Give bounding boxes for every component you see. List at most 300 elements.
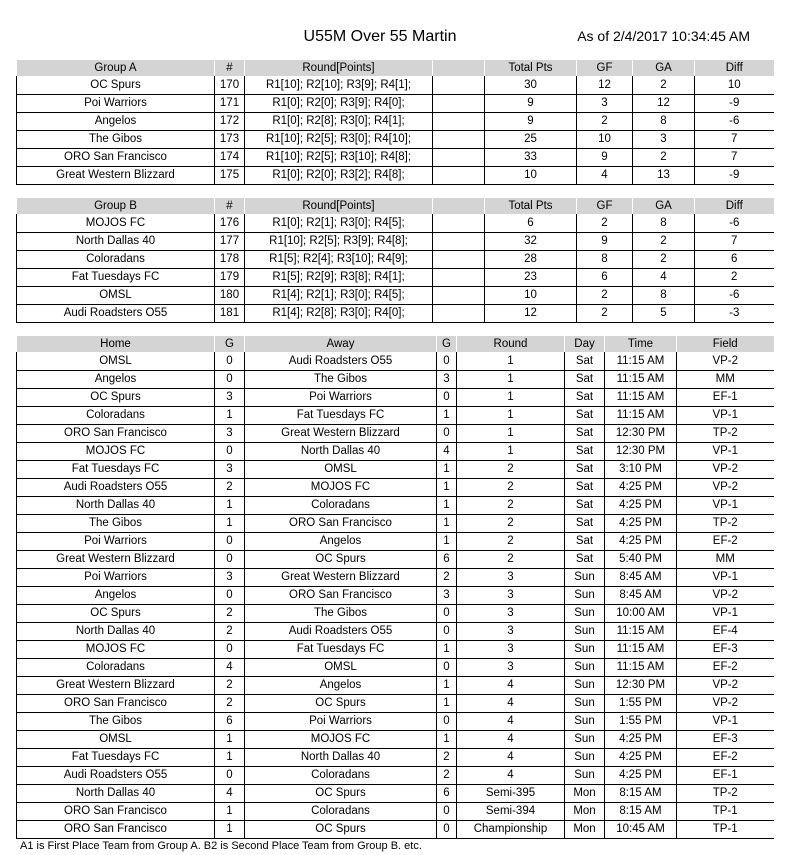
as-of-timestamp: As of 2/4/2017 10:34:45 AM: [577, 28, 750, 44]
header-row: [17, 198, 774, 214]
cell-gf: 2: [577, 304, 633, 322]
cell-time: 11:15 AM: [605, 658, 677, 676]
cell-round-points: R1[10]; R2[5]; R3[9]; R4[8];: [245, 232, 433, 250]
cell-time: 8:15 AM: [605, 784, 677, 802]
cell-spacer: [433, 214, 485, 232]
cell-day: Sat: [565, 442, 605, 460]
cell-away-goals: 6: [437, 550, 457, 568]
cell-away: Angelos: [245, 532, 437, 550]
table-row: [17, 514, 774, 532]
cell-home: North Dallas 40: [17, 784, 215, 802]
cell-home-goals: 0: [215, 442, 245, 460]
cell-field: TP-1: [677, 820, 774, 838]
cell-away-goals: 2: [437, 766, 457, 784]
cell-time: 4:25 PM: [605, 730, 677, 748]
cell-away: Coloradans: [245, 766, 437, 784]
cell-away-goals: 4: [437, 442, 457, 460]
page-title: U55M Over 55 Martin: [303, 28, 457, 45]
cell-number: 180: [215, 286, 245, 304]
column-header-home: Home: [17, 336, 215, 352]
table-row: [17, 148, 774, 166]
cell-number: 177: [215, 232, 245, 250]
cell-spacer: [433, 232, 485, 250]
cell-away: Fat Tuesdays FC: [245, 406, 437, 424]
cell-day: Sat: [565, 478, 605, 496]
cell-spacer: [433, 286, 485, 304]
cell-home-goals: 4: [215, 784, 245, 802]
cell-away-goals: 0: [437, 712, 457, 730]
cell-total-pts: 30: [485, 76, 577, 94]
table-row: [17, 166, 774, 184]
column-header-ga: GA: [633, 60, 695, 76]
table-row: [17, 586, 774, 604]
cell-gf: 9: [577, 148, 633, 166]
table-row: [17, 550, 774, 568]
cell-round: 2: [457, 460, 565, 478]
cell-number: 174: [215, 148, 245, 166]
cell-number: 176: [215, 214, 245, 232]
cell-field: VP-1: [677, 568, 774, 586]
table-row: [17, 388, 774, 406]
cell-time: 12:30 PM: [605, 442, 677, 460]
cell-away-goals: 0: [437, 352, 457, 370]
cell-round-points: R1[0]; R2[0]; R3[2]; R4[8];: [245, 166, 433, 184]
cell-round: 1: [457, 442, 565, 460]
cell-round-points: R1[5]; R2[9]; R3[8]; R4[1];: [245, 268, 433, 286]
column-header-away: Away: [245, 336, 437, 352]
cell-number: 181: [215, 304, 245, 322]
table-row: [17, 748, 774, 766]
cell-away: North Dallas 40: [245, 748, 437, 766]
cell-home: OMSL: [17, 352, 215, 370]
cell-day: Sun: [565, 766, 605, 784]
cell-number: 178: [215, 250, 245, 268]
cell-home: Angelos: [17, 370, 215, 388]
table-row: [17, 766, 774, 784]
cell-field: VP-2: [677, 352, 774, 370]
cell-away: OMSL: [245, 460, 437, 478]
cell-round-points: R1[0]; R2[0]; R3[9]; R4[0];: [245, 94, 433, 112]
table-row: [17, 304, 774, 322]
cell-total-pts: 10: [485, 166, 577, 184]
cell-away-goals: 1: [437, 676, 457, 694]
cell-total-pts: 10: [485, 286, 577, 304]
cell-team: Poi Warriors: [17, 94, 215, 112]
cell-away-goals: 1: [437, 478, 457, 496]
cell-team: OC Spurs: [17, 76, 215, 94]
table-row: [17, 802, 774, 820]
cell-home-goals: 1: [215, 514, 245, 532]
cell-field: VP-1: [677, 604, 774, 622]
cell-home: North Dallas 40: [17, 622, 215, 640]
cell-away: Coloradans: [245, 496, 437, 514]
cell-away-goals: 1: [437, 514, 457, 532]
column-header-spacer: [433, 198, 485, 214]
cell-round: 4: [457, 694, 565, 712]
column-header-total-pts: Total Pts: [485, 198, 577, 214]
cell-field: TP-2: [677, 514, 774, 532]
cell-home: MOJOS FC: [17, 442, 215, 460]
cell-home: ORO San Francisco: [17, 694, 215, 712]
cell-team: MOJOS FC: [17, 214, 215, 232]
cell-field: TP-1: [677, 802, 774, 820]
table-row: [17, 568, 774, 586]
column-header-diff: Diff: [695, 198, 774, 214]
cell-diff: 2: [695, 268, 774, 286]
table-row: [17, 214, 774, 232]
cell-away: Coloradans: [245, 802, 437, 820]
cell-home-goals: 3: [215, 388, 245, 406]
cell-home: ORO San Francisco: [17, 820, 215, 838]
cell-ga: 13: [633, 166, 695, 184]
cell-diff: -9: [695, 166, 774, 184]
column-header-diff: Diff: [695, 60, 774, 76]
cell-round-points: R1[4]; R2[8]; R3[0]; R4[0];: [245, 304, 433, 322]
table-row: [17, 694, 774, 712]
cell-round: 1: [457, 352, 565, 370]
cell-spacer: [433, 112, 485, 130]
cell-away: Fat Tuesdays FC: [245, 640, 437, 658]
cell-round: 2: [457, 478, 565, 496]
cell-round: 3: [457, 658, 565, 676]
header-row: [17, 336, 774, 352]
cell-home: Poi Warriors: [17, 532, 215, 550]
cell-time: 10:45 AM: [605, 820, 677, 838]
cell-field: VP-1: [677, 442, 774, 460]
cell-away-goals: 2: [437, 568, 457, 586]
cell-ga: 12: [633, 94, 695, 112]
column-header-number: #: [215, 198, 245, 214]
cell-round: 2: [457, 550, 565, 568]
cell-time: 11:15 AM: [605, 388, 677, 406]
cell-home-goals: 3: [215, 460, 245, 478]
cell-day: Sun: [565, 730, 605, 748]
column-header-round: Round: [457, 336, 565, 352]
table-row: [17, 286, 774, 304]
table-row: [17, 658, 774, 676]
cell-time: 4:25 PM: [605, 478, 677, 496]
cell-field: TP-2: [677, 784, 774, 802]
cell-home-goals: 0: [215, 370, 245, 388]
table-row: [17, 406, 774, 424]
cell-diff: 7: [695, 232, 774, 250]
cell-home: Audi Roadsters O55: [17, 766, 215, 784]
cell-day: Mon: [565, 802, 605, 820]
cell-day: Mon: [565, 784, 605, 802]
cell-away: MOJOS FC: [245, 730, 437, 748]
cell-field: VP-1: [677, 712, 774, 730]
table-row: [17, 730, 774, 748]
cell-field: VP-2: [677, 586, 774, 604]
cell-team: OMSL: [17, 286, 215, 304]
cell-ga: 2: [633, 250, 695, 268]
table-row: [17, 622, 774, 640]
column-header-round-points: Round[Points]: [245, 60, 433, 76]
table-row: [17, 532, 774, 550]
cell-home: The Gibos: [17, 514, 215, 532]
cell-round: 3: [457, 586, 565, 604]
cell-field: EF-4: [677, 622, 774, 640]
cell-away-goals: 1: [437, 532, 457, 550]
cell-number: 179: [215, 268, 245, 286]
cell-home-goals: 3: [215, 424, 245, 442]
cell-time: 4:25 PM: [605, 748, 677, 766]
cell-away-goals: 1: [437, 496, 457, 514]
cell-home: MOJOS FC: [17, 640, 215, 658]
cell-home-goals: 6: [215, 712, 245, 730]
cell-number: 170: [215, 76, 245, 94]
cell-team: North Dallas 40: [17, 232, 215, 250]
cell-away-goals: 1: [437, 406, 457, 424]
cell-round: 4: [457, 766, 565, 784]
cell-total-pts: 32: [485, 232, 577, 250]
cell-ga: 3: [633, 130, 695, 148]
cell-round: 2: [457, 496, 565, 514]
cell-day: Sun: [565, 586, 605, 604]
cell-round: 1: [457, 370, 565, 388]
cell-day: Sat: [565, 424, 605, 442]
cell-round: 3: [457, 622, 565, 640]
cell-time: 8:45 AM: [605, 568, 677, 586]
cell-total-pts: 28: [485, 250, 577, 268]
cell-away: The Gibos: [245, 604, 437, 622]
cell-round: 1: [457, 406, 565, 424]
cell-time: 4:25 PM: [605, 496, 677, 514]
column-header-away-goals: G: [437, 336, 457, 352]
cell-home-goals: 1: [215, 730, 245, 748]
cell-away: Audi Roadsters O55: [245, 622, 437, 640]
cell-home: The Gibos: [17, 712, 215, 730]
cell-day: Sun: [565, 640, 605, 658]
cell-day: Sat: [565, 388, 605, 406]
cell-diff: -6: [695, 112, 774, 130]
cell-away: OMSL: [245, 658, 437, 676]
cell-team: Coloradans: [17, 250, 215, 268]
cell-spacer: [433, 250, 485, 268]
cell-spacer: [433, 130, 485, 148]
cell-spacer: [433, 94, 485, 112]
cell-day: Sun: [565, 676, 605, 694]
cell-field: EF-3: [677, 730, 774, 748]
cell-round: 1: [457, 388, 565, 406]
cell-home: Poi Warriors: [17, 568, 215, 586]
cell-home: OC Spurs: [17, 388, 215, 406]
cell-total-pts: 9: [485, 94, 577, 112]
cell-home: Great Western Blizzard: [17, 550, 215, 568]
footnote: A1 is First Place Team from Group A. B2 is Second Place Team from Group B. etc.: [20, 840, 422, 852]
cell-round-points: R1[5]; R2[4]; R3[10]; R4[9];: [245, 250, 433, 268]
cell-round-points: R1[10]; R2[10]; R3[9]; R4[1];: [245, 76, 433, 94]
table-row: [17, 496, 774, 514]
cell-away-goals: 1: [437, 640, 457, 658]
cell-number: 171: [215, 94, 245, 112]
cell-round-points: R1[4]; R2[1]; R3[0]; R4[5];: [245, 286, 433, 304]
cell-team: Great Western Blizzard: [17, 166, 215, 184]
cell-time: 11:15 AM: [605, 370, 677, 388]
cell-home: Fat Tuesdays FC: [17, 460, 215, 478]
cell-day: Sun: [565, 712, 605, 730]
cell-home-goals: 2: [215, 676, 245, 694]
cell-gf: 2: [577, 112, 633, 130]
cell-team: Fat Tuesdays FC: [17, 268, 215, 286]
column-header-total-pts: Total Pts: [485, 60, 577, 76]
cell-away-goals: 0: [437, 658, 457, 676]
table-row: [17, 250, 774, 268]
table-row: [17, 352, 774, 370]
cell-away-goals: 0: [437, 604, 457, 622]
cell-round: 4: [457, 712, 565, 730]
cell-away-goals: 6: [437, 784, 457, 802]
cell-home-goals: 2: [215, 478, 245, 496]
cell-home-goals: 1: [215, 802, 245, 820]
cell-day: Sun: [565, 694, 605, 712]
column-header-gf: GF: [577, 60, 633, 76]
cell-away: OC Spurs: [245, 820, 437, 838]
cell-spacer: [433, 76, 485, 94]
cell-total-pts: 9: [485, 112, 577, 130]
cell-day: Sat: [565, 352, 605, 370]
table-row: [17, 820, 774, 838]
cell-away: OC Spurs: [245, 694, 437, 712]
cell-time: 5:40 PM: [605, 550, 677, 568]
cell-spacer: [433, 148, 485, 166]
cell-field: VP-2: [677, 478, 774, 496]
cell-round: 4: [457, 730, 565, 748]
cell-time: 8:45 AM: [605, 586, 677, 604]
cell-away-goals: 0: [437, 388, 457, 406]
cell-number: 172: [215, 112, 245, 130]
cell-field: EF-3: [677, 640, 774, 658]
cell-field: VP-1: [677, 496, 774, 514]
table-row: [17, 604, 774, 622]
cell-diff: -6: [695, 214, 774, 232]
cell-home-goals: 1: [215, 496, 245, 514]
cell-time: 4:25 PM: [605, 766, 677, 784]
cell-field: EF-1: [677, 766, 774, 784]
cell-time: 11:15 AM: [605, 406, 677, 424]
cell-day: Sun: [565, 748, 605, 766]
cell-number: 175: [215, 166, 245, 184]
cell-home-goals: 0: [215, 586, 245, 604]
cell-spacer: [433, 268, 485, 286]
cell-home-goals: 2: [215, 604, 245, 622]
cell-round: 1: [457, 424, 565, 442]
cell-home-goals: 0: [215, 550, 245, 568]
cell-away: OC Spurs: [245, 784, 437, 802]
cell-total-pts: 33: [485, 148, 577, 166]
cell-home-goals: 3: [215, 568, 245, 586]
cell-day: Sat: [565, 406, 605, 424]
cell-team: ORO San Francisco: [17, 148, 215, 166]
cell-home: OC Spurs: [17, 604, 215, 622]
cell-home: Fat Tuesdays FC: [17, 748, 215, 766]
cell-gf: 3: [577, 94, 633, 112]
cell-gf: 6: [577, 268, 633, 286]
cell-round: Semi-395: [457, 784, 565, 802]
cell-home-goals: 0: [215, 352, 245, 370]
cell-away: The Gibos: [245, 370, 437, 388]
cell-time: 8:15 AM: [605, 802, 677, 820]
cell-spacer: [433, 166, 485, 184]
cell-round: 2: [457, 514, 565, 532]
cell-field: MM: [677, 550, 774, 568]
cell-diff: 10: [695, 76, 774, 94]
table-row: [17, 232, 774, 250]
cell-away-goals: 2: [437, 748, 457, 766]
cell-field: EF-2: [677, 748, 774, 766]
column-header-day: Day: [565, 336, 605, 352]
cell-time: 12:30 PM: [605, 676, 677, 694]
cell-gf: 9: [577, 232, 633, 250]
cell-away-goals: 1: [437, 730, 457, 748]
cell-ga: 4: [633, 268, 695, 286]
cell-field: EF-1: [677, 388, 774, 406]
cell-time: 10:00 AM: [605, 604, 677, 622]
cell-ga: 8: [633, 214, 695, 232]
cell-round-points: R1[10]; R2[5]; R3[10]; R4[8];: [245, 148, 433, 166]
cell-diff: 7: [695, 130, 774, 148]
cell-away: ORO San Francisco: [245, 514, 437, 532]
cell-time: 12:30 PM: [605, 424, 677, 442]
cell-round-points: R1[0]; R2[1]; R3[0]; R4[5];: [245, 214, 433, 232]
cell-time: 3:10 PM: [605, 460, 677, 478]
cell-time: 11:15 AM: [605, 352, 677, 370]
table-row: [17, 112, 774, 130]
column-header-field: Field: [677, 336, 774, 352]
cell-round: 3: [457, 640, 565, 658]
cell-ga: 8: [633, 286, 695, 304]
cell-total-pts: 25: [485, 130, 577, 148]
cell-home: Angelos: [17, 586, 215, 604]
table-row: [17, 460, 774, 478]
table-row: [17, 712, 774, 730]
cell-home-goals: 4: [215, 658, 245, 676]
column-header-number: #: [215, 60, 245, 76]
cell-gf: 2: [577, 214, 633, 232]
cell-away-goals: 1: [437, 460, 457, 478]
table-row: [17, 94, 774, 112]
group-a-standings-table: [16, 60, 774, 185]
cell-home: Coloradans: [17, 406, 215, 424]
cell-away-goals: 0: [437, 424, 457, 442]
cell-time: 11:15 AM: [605, 622, 677, 640]
cell-field: MM: [677, 370, 774, 388]
cell-away-goals: 3: [437, 370, 457, 388]
cell-day: Sun: [565, 622, 605, 640]
games-schedule-table: [16, 336, 774, 839]
cell-field: VP-2: [677, 460, 774, 478]
cell-total-pts: 23: [485, 268, 577, 286]
cell-day: Sun: [565, 604, 605, 622]
cell-gf: 8: [577, 250, 633, 268]
cell-away: ORO San Francisco: [245, 586, 437, 604]
cell-number: 173: [215, 130, 245, 148]
cell-round-points: R1[10]; R2[5]; R3[0]; R4[10];: [245, 130, 433, 148]
cell-away: Great Western Blizzard: [245, 568, 437, 586]
cell-home: ORO San Francisco: [17, 424, 215, 442]
cell-diff: -9: [695, 94, 774, 112]
column-header-team: Group A: [17, 60, 215, 76]
header-row: [17, 60, 774, 76]
table-row: [17, 676, 774, 694]
cell-home-goals: 0: [215, 532, 245, 550]
column-header-team: Group B: [17, 198, 215, 214]
cell-ga: 2: [633, 232, 695, 250]
cell-day: Sat: [565, 532, 605, 550]
cell-gf: 10: [577, 130, 633, 148]
cell-home: Audi Roadsters O55: [17, 478, 215, 496]
table-row: [17, 478, 774, 496]
